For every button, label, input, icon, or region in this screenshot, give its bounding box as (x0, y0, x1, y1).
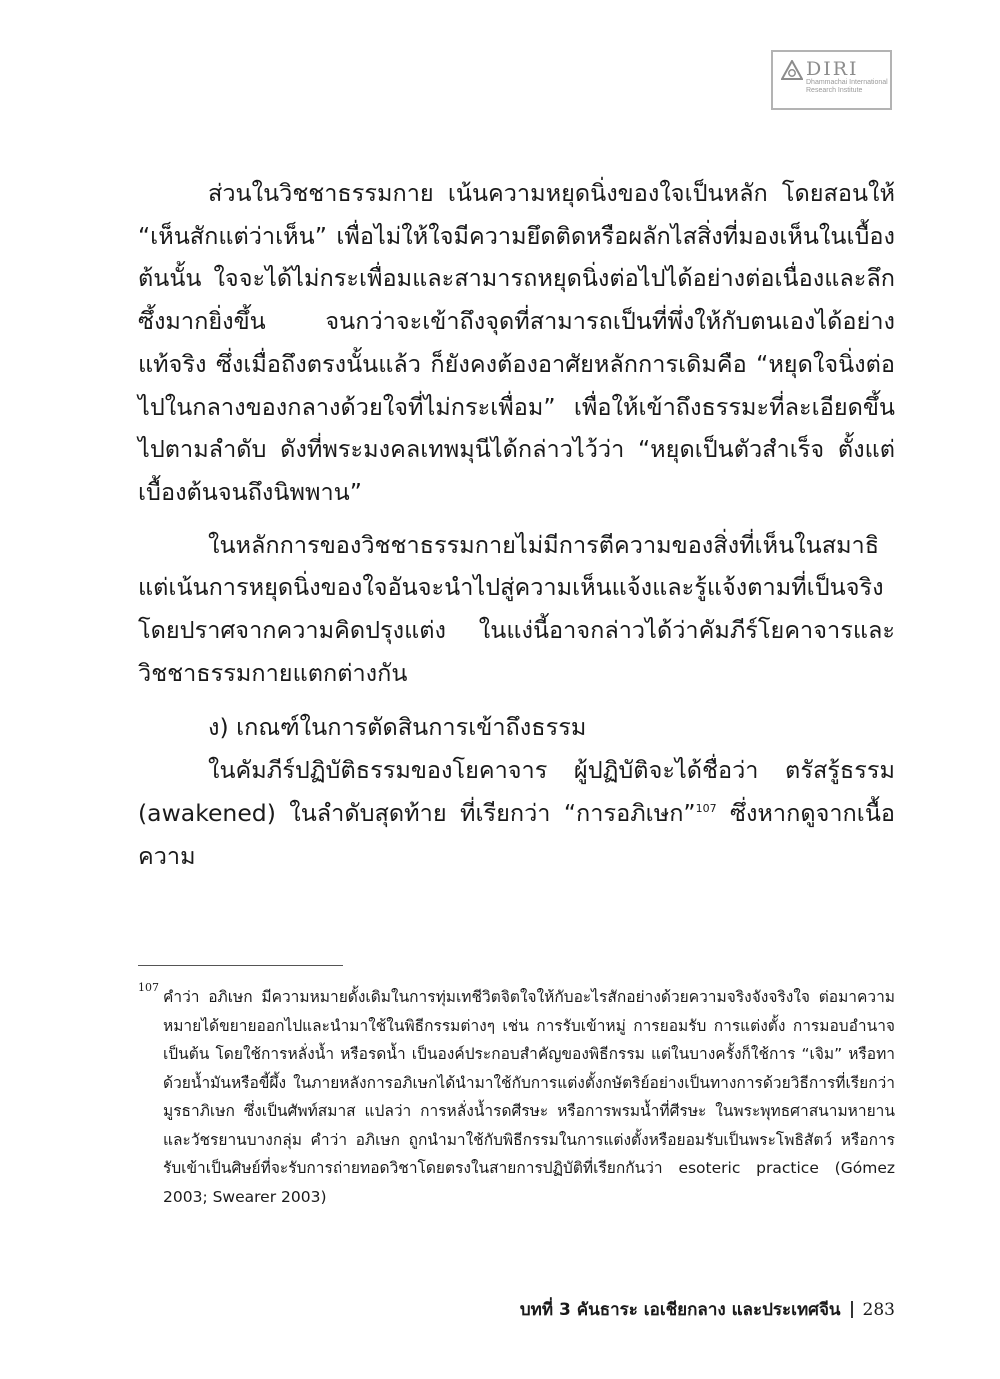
institute-logo (771, 50, 892, 110)
dhammachai-emblem-icon (781, 60, 803, 80)
paragraph-3 (138, 749, 895, 877)
paragraph-3-text: ในคัมภีร์ปฏิบัติธรรมของโยคาจาร ผู้ปฏิบัติจะได้ชื่อว่า ตรัสรู้ธรรม (awakened) ในลำดับสุดท้าย ที่เรียกว่า “การอภิเษก” (138, 756, 895, 827)
paragraph-1: ส่วนในวิชชาธรรมกาย เน้นความหยุดนิ่งของใจเป็นหลัก โดยสอนให้ “เห็นสักแต่ว่าเห็น” เพื่อไม่ให้ใจมีความยึดติดหรือผลักไสสิ่งที่มองเห็นในเบื้องต้นนั้น ใจจะได้ไม่กระเพื่อมและสามารถหยุดนิ่งต่อไปได้อย่างต่อเนื่องและลึกซึ้งมากยิ่งขึ้น จนกว่าจะเข้าถึงจุดที่สามารถเป็นที่พึ่งให้กับตนเองได้อย่างแท้จริง ซึ่งเมื่อถึงตรงนั้นแล้ว ก็ยังคงต้องอาศัยหลักการเดิมคือ “หยุดใจนิ่งต่อไปในกลางของกลางด้วยใจที่ไม่กระเพื่อม” เพื่อให้เข้าถึงธรรมะที่ละเอียดขึ้นไปตามลำดับ ดังที่พระมงคลเทพมุนีได้กล่าวไว้ว่า “หยุดเป็นตัวสำเร็จ ตั้งแต่เบื้องต้นจนถึงนิพพาน” (138, 179, 895, 506)
logo-title: DIRI (806, 58, 859, 80)
chapter-title: บทที่ 3 คันธาระ เอเชียกลาง และประเทศจีน (519, 1300, 841, 1320)
section-heading: ง) เกณฑ์ในการตัดสินการเข้าถึงธรรม (208, 713, 587, 742)
footnote-divider (138, 965, 343, 966)
footer-separator (851, 1301, 853, 1318)
footnote-reference[interactable]: 107 (695, 801, 717, 815)
paragraph-3-continuation: ซึ่งหากดูจากเนื้อความ (138, 798, 895, 870)
footnote (138, 983, 895, 1211)
logo-subtitle-line-2: Research Institute (806, 87, 863, 94)
paragraph-2: ในหลักการของวิชชาธรรมกายไม่มีการตีความของสิ่งที่เห็นในสมาธิ แต่เน้นการหยุดนิ่งของใจอันจะนำไปสู่ความเห็นแจ้งและรู้แจ้งตามที่เป็นจริงโดยปราศจากความคิดปรุงแต่ง ในแง่นี้อาจกล่าวได้ว่าคัมภีร์โยคาจารและวิชชาธรรมกายแตกต่างกัน (138, 530, 895, 687)
page-number: 283 (862, 1299, 895, 1320)
footnote-text: คำว่า อภิเษก มีความหมายดั้งเดิมในการทุ่มเทชีวิตจิตใจให้กับอะไรสักอย่างด้วยความจริงจังจริงใจ ต่อมาความหมายได้ขยายออกไปและนำมาใช้ในพิธีกรรมต่างๆ เช่น การรับเข้าหมู่ การยอมรับ การแต่งตั้ง การมอบอำนาจ เป็นต้น โดยใช้การหลั่งน้ำ หรือรดน้ำ เป็นองค์ประกอบสำคัญของพิธีกรรม แต่ในบางครั้งก็ใช้การ “เจิม” หรือทาด้วยน้ำมันหรือขี้ผึ้ง ในภายหลังการอภิเษกได้นำมาใช้กับการแต่งตั้งกษัตริย์อย่างเป็นทางการด้วยวิธีการที่เรียกว่า มูรธาภิเษก ซึ่งเป็นศัพท์สมาส แปลว่า การหลั่งน้ำรดศีรษะ หรือการพรมน้ำที่ศีรษะ ในพระพุทธศาสนามหายานและวัชรยานบางกลุ่ม คำว่า อภิเษก ถูกนำมาใช้กับพิธีกรรมในการแต่งตั้งหรือยอมรับเป็นพระโพธิสัตว์ หรือการรับเข้าเป็นศิษย์ที่จะรับการถ่ายทอดวิชาโดยตรงในสายการปฏิบัติที่เรียกกันว่า esoteric practice (Gómez 2003; Swearer 2003) (163, 988, 895, 1206)
main-text (138, 172, 895, 877)
page-footer (520, 1296, 895, 1323)
footnote-number: 107 (138, 981, 159, 994)
logo-subtitle-line-1: Dhammachai International (806, 79, 888, 86)
